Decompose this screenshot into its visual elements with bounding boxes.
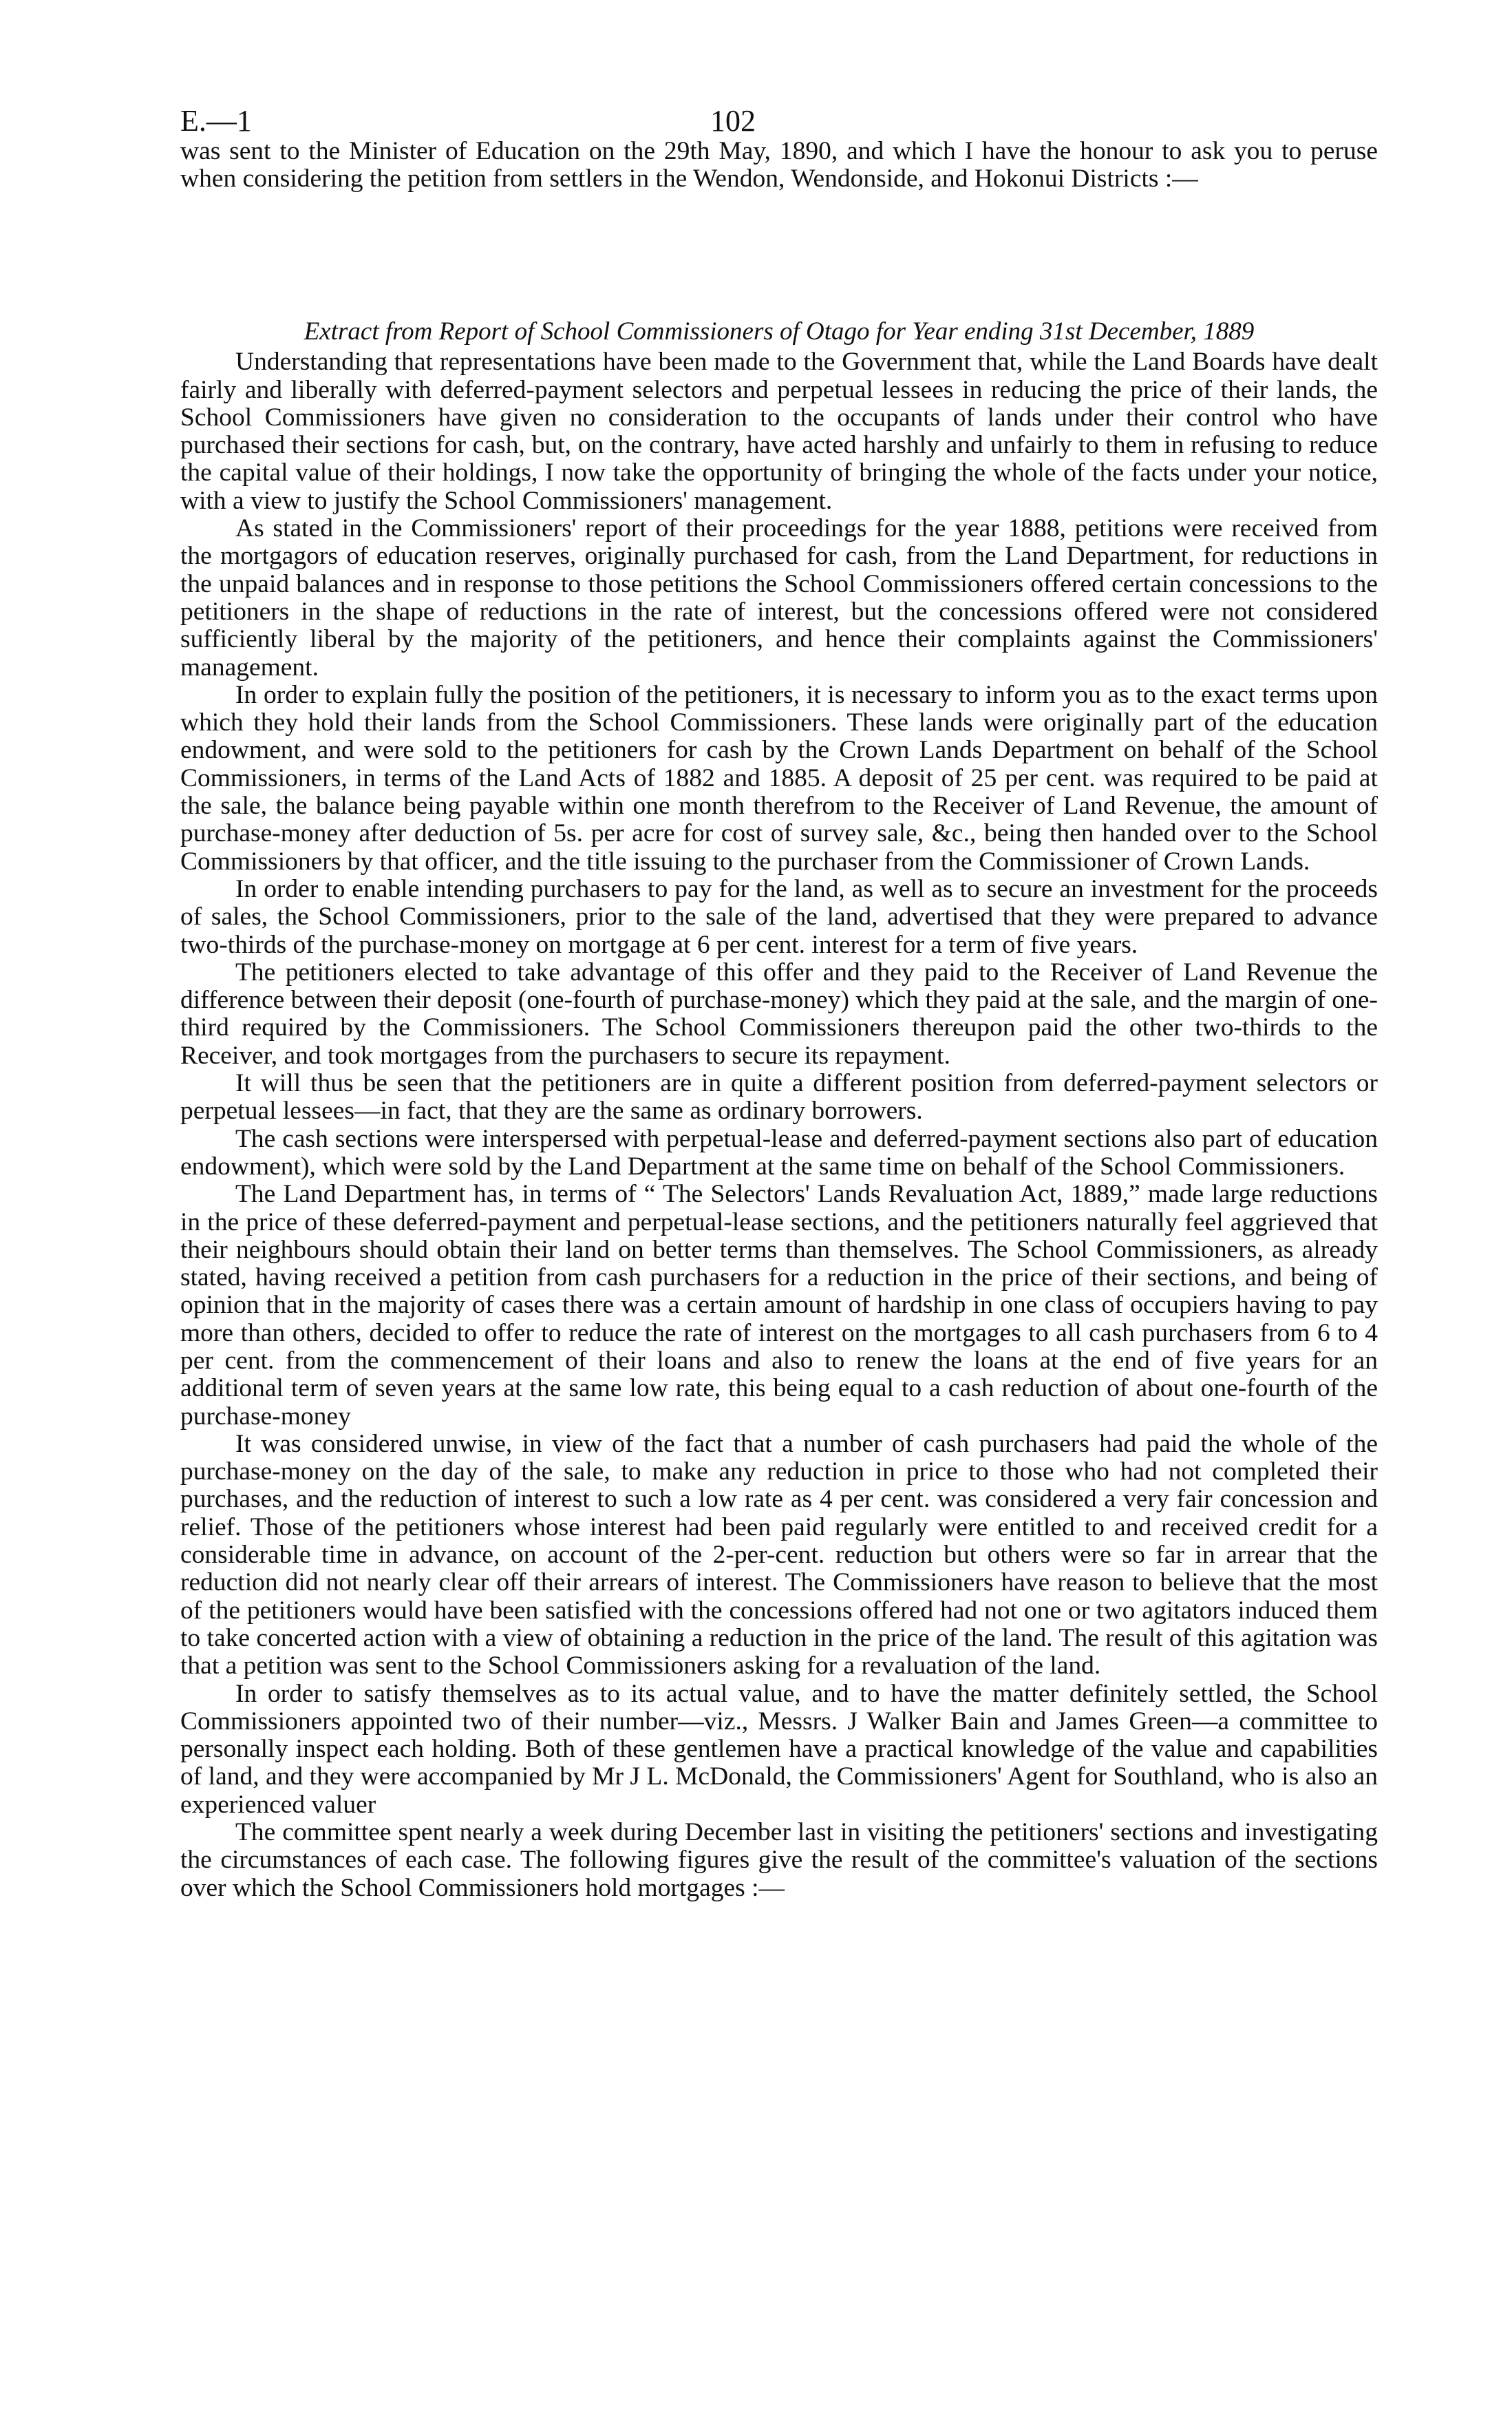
extract-title: Extract from Report of School Commissioners of Otago for Year ending 31st December, 1889 — [304, 317, 1255, 346]
body-paragraph: In order to enable intending purchasers to pay for the land, as well as to secure an investment for the proceeds of sales, the School Commissioners, prior to the sale of the land, advertised that they were prepared to advance two-thirds of the purchase-money on mortgage at 6 per cent. interest for a term of five years. — [180, 874, 1378, 959]
page-number: 102 — [710, 104, 756, 138]
body-paragraph: Understanding that representations have been made to the Government that, while the Land Boards have dealt fairly and liberally with deferred-payment selectors and perpetual lessees in reducing the price of their lands, the School Commissioners have given no consideration to the occupants of lands under their control who have purchased their sections for cash, but, on the contrary, have acted harshly and unfairly to them in refusing to reduce the capital value of their holdings, I now take the opportunity of bringing the whole of the facts under your notice, with a view to justify the School Commissioners' management. — [180, 348, 1378, 515]
extract-section — [180, 318, 1378, 1902]
intro-paragraph: was sent to the Minister of Education on the 29th May, 1890, and which I have the honour to ask you to peruse when considering the petition from settlers in the Wendon, Wendonside, and Hokonui Districts :— — [180, 137, 1378, 193]
body-paragraph: The petitioners elected to take advantage of this offer and they paid to the Receiver of Land Revenue the difference between their deposit (one-fourth of purchase-money) which they paid at the sale, and the margin of one-third required by the Commissioners. The School Commissioners thereupon paid the other two-thirds to the Receiver, and took mortgages from the purchasers to secure its repayment. — [180, 958, 1378, 1070]
body-paragraph: In order to explain fully the position of the petitioners, it is necessary to inform you as to the exact terms upon which they hold their lands from the School Commissioners. These lands were originally part of the education endowment, and were sold to the petitioners for cash by the Crown Lands Department on behalf of the School Commissioners, in terms of the Land Acts of 1882 and 1885. A deposit of 25 per cent. was required to be paid at the sale, the balance being payable within one month therefrom to the Receiver of Land Revenue, the amount of purchase-money after deduction of 5s. per acre for cost of survey sale, &c., being then handed over to the School Commissioners by that officer, and the title issuing to the purchaser from the Commissioner of Crown Lands. — [180, 680, 1378, 876]
body-paragraph: The cash sections were interspersed with perpetual-lease and deferred-payment sections also part of education endowment), which were sold by the Land Department at the same time on behalf of the School Commissioners. — [180, 1124, 1378, 1181]
body-paragraph: As stated in the Commissioners' report of their proceedings for the year 1888, petitions were received from the mortgagors of education reserves, originally purchased for cash, from the Land Department, for reductions in the unpaid balances and in response to those petitions the School Commissioners offered certain concessions to the petitioners in the shape of reductions in the rate of interest, but the concessions offered were not considered sufficiently liberal by the majority of the petitioners, and hence their complaints against the Commissioners' management. — [180, 514, 1378, 682]
body-paragraph: In order to satisfy themselves as to its actual value, and to have the matter definitely settled, the School Commissioners appointed two of their number—viz., Messrs. J Walker Bain and James Green—a committee to personally inspect each holding. Both of these gentlemen have a practical knowledge of the value and capabilities of land, and they were accompanied by Mr J L. McDonald, the Commissioners' Agent for Southland, who is also an experienced valuer — [180, 1679, 1378, 1819]
body-paragraph: The Land Department has, in terms of “ The Selectors' Lands Revaluation Act, 1889,” made large reductions in the price of these deferred-payment and perpetual-lease sections, and the petitioners naturally feel aggrieved that their neighbours should obtain their land on better terms than themselves. The School Commissioners, as already stated, having received a petition from cash purchasers for a reduction in the price of their sections, and being of opinion that in the majority of cases there was a certain amount of hardship in one class of occupiers having to pay more than others, decided to offer to reduce the rate of interest on the mortgages to all cash purchasers from 6 to 4 per cent. from the commencement of their loans and also to renew the loans at the end of five years for an additional term of seven years at the same low rate, this being equal to a cash reduction of about one-fourth of the purchase-money — [180, 1180, 1378, 1431]
body-paragraph: It was considered unwise, in view of the fact that a number of cash purchasers had paid the whole of the purchase-money on the day of the sale, to make any reduction in price to those who had not completed their purchases, and the reduction of interest to such a low rate as 4 per cent. was considered a very fair concession and relief. Those of the petitioners whose interest had been paid regularly were entitled to and received credit for a considerable time in advance, on account of the 2-per-cent. reduction but others were so far in arrear that the reduction did not nearly clear off their arrears of interest. The Commissioners have reason to believe that the most of the petitioners would have been satisfied with the concessions offered had not one or two agitators induced them to take concerted action with a view of obtaining a reduction in the price of the land. The result of this agitation was that a petition was sent to the School Commissioners asking for a revaluation of the land. — [180, 1429, 1378, 1680]
body-paragraph: The committee spent nearly a week during December last in visiting the petitioners' sections and investigating the circumstances of each case. The following figures give the result of the committee's valuation of the sections over which the School Commissioners hold mortgages :— — [180, 1818, 1378, 1902]
body-paragraph: It will thus be seen that the petitioners are in quite a different position from deferred-payment selectors or perpetual lessees—in fact, that they are the same as ordinary borrowers. — [180, 1069, 1378, 1126]
document-series-code: E.—1 — [180, 104, 252, 138]
